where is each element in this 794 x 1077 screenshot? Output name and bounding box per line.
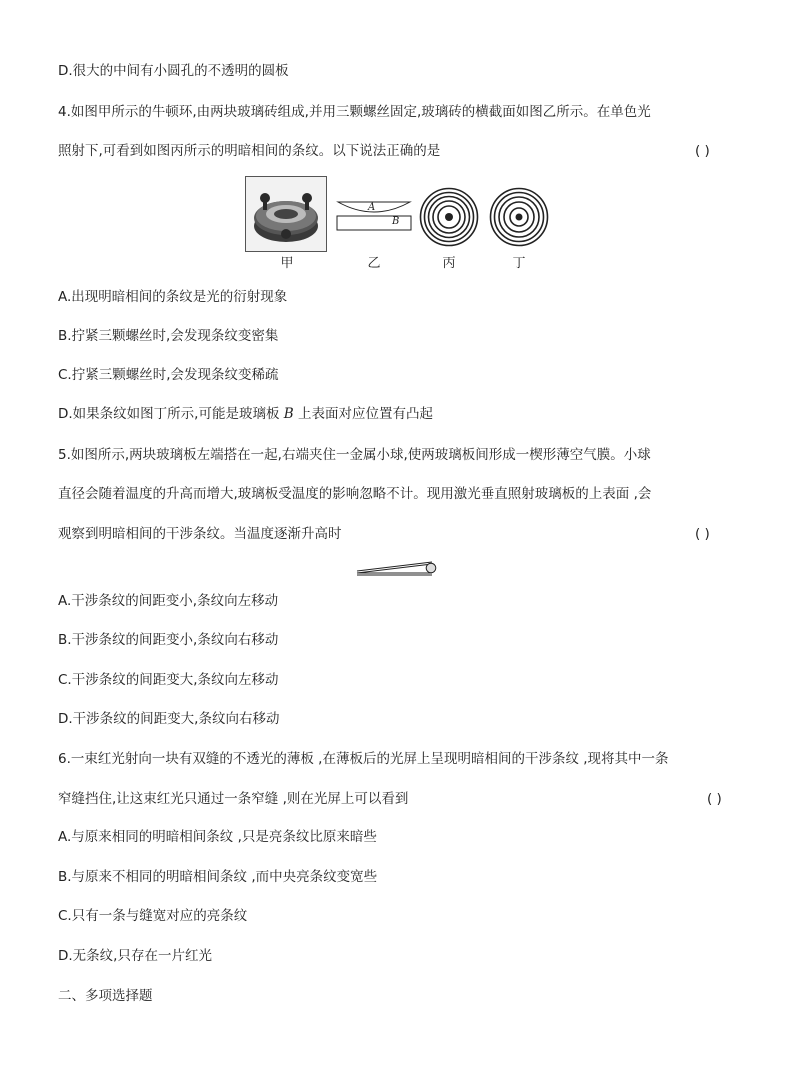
q5-stem-line3: 观察到明暗相间的干涉条纹。当温度逐渐升高时 — [58, 526, 342, 542]
section-heading-multiple-choice: 二、多项选择题 — [58, 988, 153, 1004]
caption-jia: 甲 — [280, 256, 294, 271]
q6-stem-line1: 6.一束红光射向一块有双缝的不透光的薄板 ,在薄板后的光屏上呈现明暗相间的干涉条纹 ,现将其中一条 — [58, 751, 669, 767]
q4-option-b: B.拧紧三颗螺丝时,会发现条纹变密集 — [58, 328, 279, 344]
ring-pattern-regular — [419, 187, 479, 247]
q4-option-c: C.拧紧三颗螺丝时,会发现条纹变稀疏 — [58, 367, 279, 383]
ring-pattern-irregular — [489, 187, 549, 247]
q4-option-d-variable: B — [283, 406, 294, 422]
q4-option-a: A.出现明暗相间的条纹是光的衍射现象 — [58, 289, 288, 305]
q4-option-d — [58, 405, 433, 423]
q5-option-b: B.干涉条纹的间距变小,条纹向右移动 — [58, 632, 279, 648]
q3-option-d: D.很大的中间有小圆孔的不透明的圆板 — [58, 63, 289, 79]
q6-option-d: D.无条纹,只存在一片红光 — [58, 948, 212, 964]
q5-stem-line2: 直径会随着温度的升高而增大,玻璃板受温度的影响忽略不计。现用激光垂直照射玻璃板的上表面 ,会 — [58, 486, 652, 502]
q6-option-a: A.与原来相同的明暗相间条纹 ,只是亮条纹比原来暗些 — [58, 829, 377, 845]
q5-answer-paren: ( ) — [695, 526, 710, 542]
newton-ring-photo — [245, 176, 327, 252]
q4-option-d-text-start: D.如果条纹如图丁所示,可能是玻璃板 — [58, 406, 280, 422]
q6-stem-line2: 窄缝挡住,让这束红光只通过一条窄缝 ,则在光屏上可以看到 — [58, 791, 409, 807]
caption-yi: 乙 — [367, 256, 381, 271]
caption-bing: 丙 — [442, 256, 456, 271]
q5-option-d: D.干涉条纹的间距变大,条纹向右移动 — [58, 711, 280, 727]
q4-stem-line2: 照射下,可看到如图丙所示的明暗相间的条纹。以下说法正确的是 — [58, 143, 441, 159]
wedge-film-diagram — [356, 560, 438, 576]
q5-option-a: A.干涉条纹的间距变小,条纹向左移动 — [58, 593, 279, 609]
q6-option-c: C.只有一条与缝宽对应的亮条纹 — [58, 908, 248, 924]
q4-stem-line1: 4.如图甲所示的牛顿环,由两块玻璃砖组成,并用三颗螺丝固定,玻璃砖的横截面如图乙所示。在单色光 — [58, 104, 651, 120]
q6-answer-paren: ( ) — [707, 791, 722, 807]
q4-answer-paren: ( ) — [695, 143, 710, 159]
lens-label-a: A — [368, 202, 376, 213]
plate-label-b: B — [392, 216, 400, 227]
caption-ding: 丁 — [512, 256, 526, 271]
q6-option-b: B.与原来不相同的明暗相间条纹 ,而中央亮条纹变宽些 — [58, 869, 378, 885]
q4-option-d-text-end: 上表面对应位置有凸起 — [298, 406, 433, 422]
q5-option-c: C.干涉条纹的间距变大,条纹向左移动 — [58, 672, 279, 688]
q5-stem-line1: 5.如图所示,两块玻璃板左端搭在一起,右端夹住一金属小球,使两玻璃板间形成一楔形薄空气膜。小球 — [58, 447, 651, 463]
